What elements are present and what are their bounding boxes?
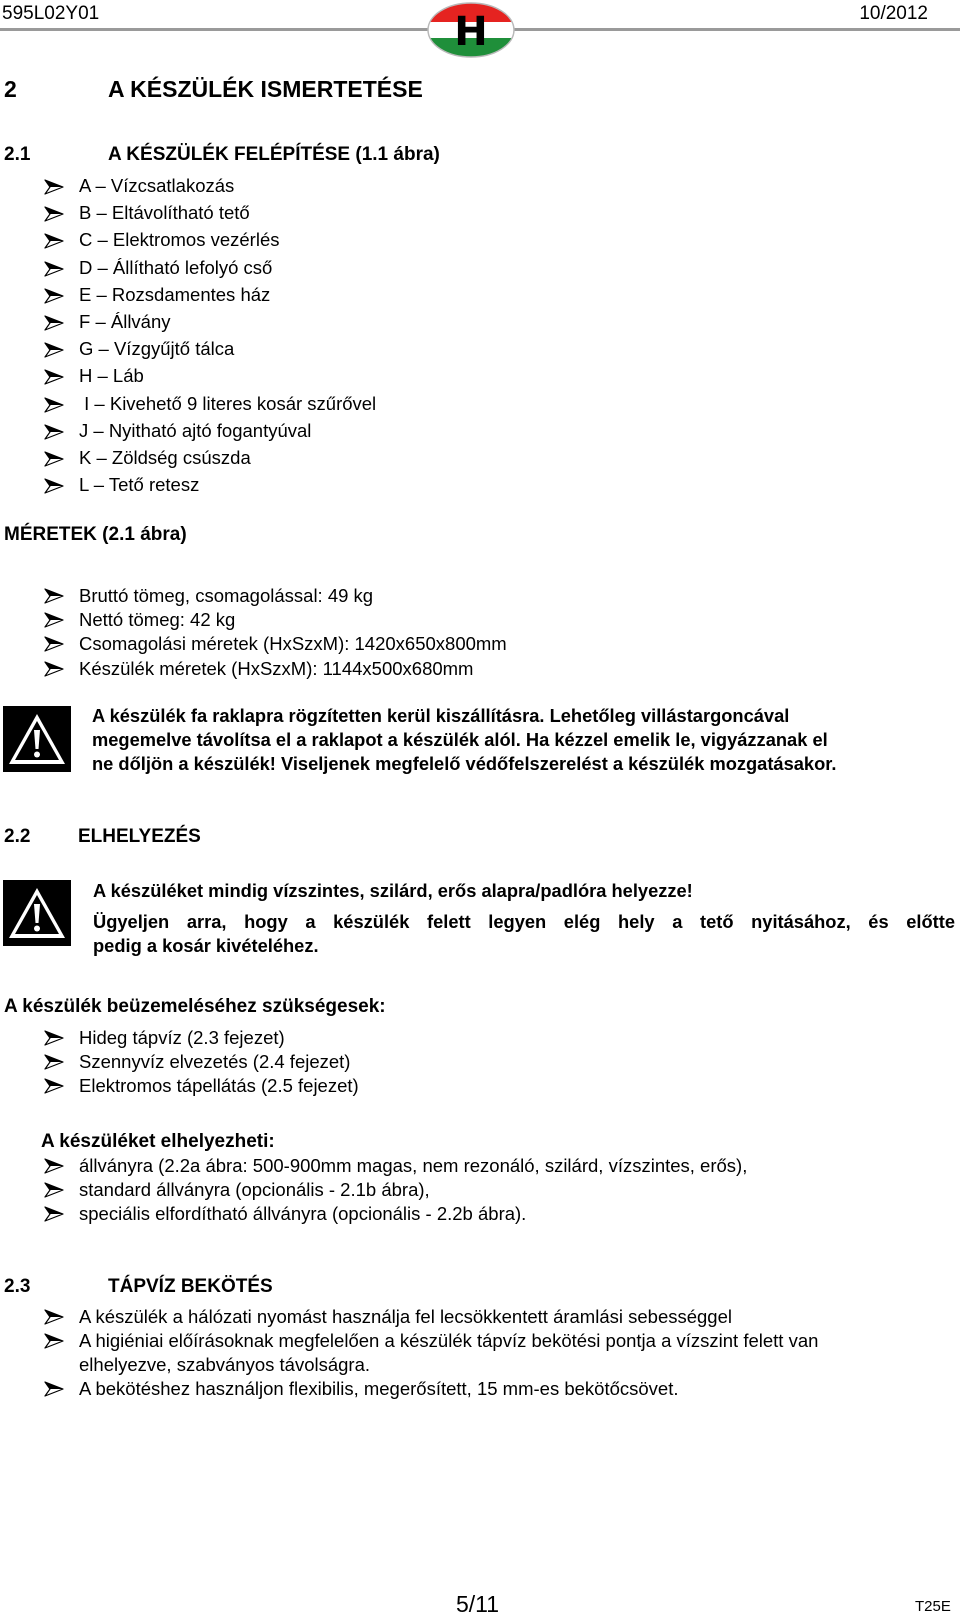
warning-pallet: A készülék fa raklapra rögzítetten kerül kiszállításra. Lehetőleg villástargoncával megemelve távolítsa el a raklapot a készülék alól. Ha kézzel emelik le, vigyázzanak el ne dőljön a készülék! Viseljenek megfelelő védőfelszerelést a készülék mozgatásakor. xyxy=(92,705,837,774)
subsection-title: TÁPVÍZ BEKÖTÉS xyxy=(108,1276,273,1297)
section-number: 2 xyxy=(4,76,17,102)
arrow-bullet-icon xyxy=(44,1078,64,1094)
placement-title: A készüléket elhelyezheti: xyxy=(41,1131,275,1152)
logo-emblem-icon xyxy=(426,2,516,58)
subsection-number: 2.2 xyxy=(4,826,31,847)
arrow-bullet-icon xyxy=(44,397,64,413)
doc-code: 595L02Y01 xyxy=(2,3,100,24)
list-item: A higiéniai előírásoknak megfelelően a készülék tápvíz bekötési pontja a vízszint felett van elhelyezve, szabványos távolságra. xyxy=(44,1330,944,1378)
arrow-bullet-icon xyxy=(44,588,64,604)
arrow-bullet-icon xyxy=(44,1158,64,1174)
subsection-title: ELHELYEZÉS xyxy=(78,826,201,847)
list-item: A bekötéshez használjon flexibilis, megerősített, 15 mm-es bekötőcsövet. xyxy=(44,1378,944,1402)
arrow-bullet-icon xyxy=(44,424,64,440)
subsection-number: 2.3 xyxy=(4,1276,31,1297)
arrow-bullet-icon xyxy=(44,1054,64,1070)
arrow-bullet-icon xyxy=(44,1206,64,1222)
subsection-number: 2.1 xyxy=(4,144,31,165)
warning-icon xyxy=(3,880,71,946)
arrow-bullet-icon xyxy=(44,369,64,385)
warning-clearance-cont: pedig a kosár kivételéhez. xyxy=(93,935,319,956)
dimensions-title: MÉRETEK (2.1 ábra) xyxy=(4,524,187,545)
logo xyxy=(426,2,516,58)
arrow-bullet-icon xyxy=(44,1309,64,1325)
arrow-bullet-icon xyxy=(44,1333,64,1349)
warning-icon xyxy=(3,706,71,772)
arrow-bullet-icon xyxy=(44,1182,64,1198)
arrow-bullet-icon xyxy=(44,636,64,652)
arrow-bullet-icon xyxy=(44,233,64,249)
arrow-bullet-icon xyxy=(44,1030,64,1046)
arrow-bullet-icon xyxy=(44,179,64,195)
section-title: A KÉSZÜLÉK ISMERTETÉSE xyxy=(108,76,423,102)
list-item: A készülék a hálózati nyomást használja fel lecsökkentett áramlási sebességgel xyxy=(44,1306,944,1330)
warning-placement: A készüléket mindig vízszintes, szilárd, erős alapra/padlóra helyezze! xyxy=(93,880,693,901)
arrow-bullet-icon xyxy=(44,342,64,358)
arrow-bullet-icon xyxy=(44,1381,64,1397)
svg-text:H: H xyxy=(454,9,488,55)
requirements-title: A készülék beüzemeléséhez szükségesek: xyxy=(4,996,386,1017)
arrow-bullet-icon xyxy=(44,261,64,277)
arrow-bullet-icon xyxy=(44,206,64,222)
arrow-bullet-icon xyxy=(44,612,64,628)
arrow-bullet-icon xyxy=(44,451,64,467)
arrow-bullet-icon xyxy=(44,478,64,494)
model-code: T25E xyxy=(915,1598,951,1615)
subsection-title: A KÉSZÜLÉK FELÉPÍTÉSE (1.1 ábra) xyxy=(108,144,440,165)
arrow-bullet-icon xyxy=(44,315,64,331)
warning-clearance: Ügyeljen arra, hogy a készülék felett legyen elég hely a tető nyitásához, és előtte xyxy=(93,911,955,932)
page-number: 5/11 xyxy=(456,1591,500,1617)
doc-date: 10/2012 xyxy=(859,3,928,24)
arrow-bullet-icon xyxy=(44,288,64,304)
arrow-bullet-icon xyxy=(44,661,64,677)
